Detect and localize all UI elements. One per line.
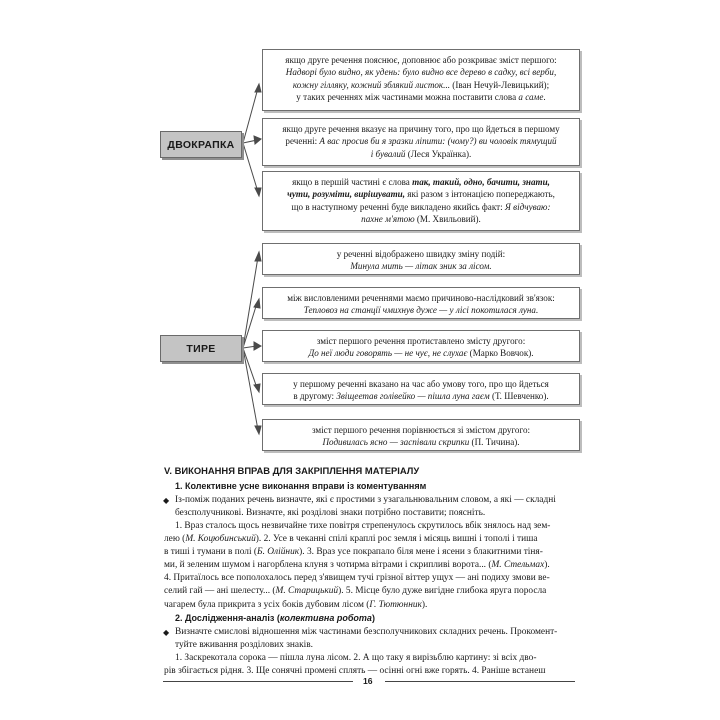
rule-author: (Іван Нечуй-Левицький); [450,79,550,90]
exercise-1-sentences: 1. Враз сталось щось незвичайне тихе повітря стрепенулось скрутилось вбік знялось над зем- лею (М. Коцюбинський). 2. Усе в чеканні спілі краплі рос земля і місяць вишні і тополі і тиша в тиші і тумани в полі (Б. Олійник). 3. Враз усе покрапало біля мене і ясени з блакитними тіня- ми, й зеленим шумом і нагорблена клуня з чотирма вітрами і скрипливі ворота... (М. Стельмах). 4. Притаїлось все пополохалось перед з'явищем тучі грізної віттер ущух — ані подиху змови ве- селий гай — ані шелесту... (М. Старицький). 5. Місце було дуже вигідне глибока яруга поросла чагарем була прикрита з усіх боків дубовим лісом (Г. Тютюнник). [164,521,551,610]
arrowhead-dash-5 [255,426,261,434]
rule-text: у першому реченні вказано на час або умову того, про що йдеться [293,379,549,389]
rule-keywords: так, такий, одно, бачити, знати, [412,177,550,187]
rule-keywords: чути, розуміти, вирішувати, [287,189,406,200]
diamond-bullet-icon: ◆ [163,628,170,637]
rule-example: До неї люди говорять — не чує, не слухає [308,348,468,359]
diamond-bullet-icon: ◆ [163,496,170,505]
arrowhead-dash-3 [254,342,261,350]
dash-rule-3 [262,330,580,362]
rule-text: . [543,92,546,103]
rule-example: Надворі було видно, як удень: було видно все дерево в садку, всі верби, [285,67,557,78]
task-2-instruction: Визначте смислові відношення між частинами безсполучникових складних речень. Прокомент- туйте вживання розділових знаків. [175,627,558,651]
page-number: 16 [363,676,373,686]
dash-rule-4 [262,373,580,405]
rule-text: якщо друге речення вказує на причину того, про що йдеться в першому [282,124,560,134]
rule-text: якщо друге речення пояснює, доповнює або розкриває зміст першого: [285,55,557,65]
rule-text: зміст першого речення протиставлено змісту другого: [316,336,526,346]
rule-example: а саме [518,92,544,103]
rule-example: Подивилась ясно — заспівали скрипки [322,437,470,448]
arrowhead-colon-3 [255,188,261,196]
section-heading: V. ВИКОНАННЯ ВПРАВ ДЛЯ ЗАКРІПЛЕННЯ МАТЕРІАЛУ [164,465,420,476]
arrowhead-dash-4 [254,384,260,392]
connector-colon-1 [243,88,258,143]
rule-text: реченні: [285,136,320,147]
arrowhead-colon-2 [254,136,261,144]
subsection-2-heading: 2. Дослідження-аналіз (колективна робота) [175,613,375,623]
footer-rule-right [385,681,575,682]
rule-example: Минула мить — літак зник за лісом. [350,261,492,272]
exercise-2-sentences: 1. Заскрекотала сорока — пішла луна лісом. 2. А що таку я вирізьблю картину: зі всіх дво- рів збігається рідня. 3. Ще сонячні промені сплять — осінні огні вже горять. 4. Раніше встанеш [164,653,546,677]
dash-rule-5 [262,419,580,451]
connector-colon-3 [243,143,258,192]
rule-example: Тепловоз на станції чмихнув дуже — у лісі покотилася луна. [303,305,539,316]
rule-example: пахне м'ятою [361,214,415,225]
connector-dash-5 [243,348,258,430]
dash-rule-1 [262,243,580,275]
task-1-instruction: Із-поміж поданих речень визначте, які є простими з узагальнювальним словом, а які — складні безсполучникові. Визначте, які розділові знаки потрібно поставити; поясніть. [175,495,556,519]
rule-text: які разом з інтонацією попереджають, [405,189,555,200]
colon-label: ДВОКРАПКА [160,131,242,158]
dash-rule-2 [262,287,580,319]
arrowhead-dash-2 [254,299,260,308]
rule-text: у таких реченнях між частинами можна поставити слова [296,92,519,103]
rule-author: (П. Тичина). [469,437,520,448]
rule-example: Я відчуваю: [504,201,551,212]
rule-text: зміст першого речення порівнюється зі змістом другого: [311,425,531,435]
rule-author: (Леся Українка). [405,148,472,159]
colon-rule-3 [262,171,580,231]
footer-rule-left [163,681,353,682]
colon-rule-2 [262,118,580,166]
connector-dash-2 [243,303,257,348]
rule-text: що в наступному реченні буде викладено якийсь факт: [291,201,505,212]
connector-dash-4 [243,348,257,388]
rule-author: (М. Хвильовий). [414,214,481,225]
rule-author: (Марко Вовчок). [467,348,534,359]
arrowhead-dash-1 [255,252,261,261]
rule-author: (Т. Шевченко). [489,391,549,402]
connector-dash-1 [243,257,258,348]
rule-text: якщо в першій частині є слова [292,177,413,187]
rule-example: кожну гілляку, кожний зблякий листок... [292,79,451,90]
rule-example: Звіщеетав голівейко — пішла луна гаєм [336,391,490,402]
arrowhead-colon-1 [255,84,261,92]
rule-example: і бувалий [370,148,406,159]
rule-example: А вас просив би я зразки ліпити: (чому?) ви чоловік тямущий [319,136,557,147]
rule-text: між висловленими реченнями маємо причиново-наслідковий зв'язок: [287,293,555,303]
rule-text: у реченні відображено швидку зміну подій: [336,249,506,259]
colon-rule-1 [262,49,580,111]
subsection-1-heading: 1. Колективне усне виконання вправи із коментуванням [175,481,427,491]
rule-text: в другому: [293,391,337,402]
dash-label: ТИРЕ [160,335,242,362]
